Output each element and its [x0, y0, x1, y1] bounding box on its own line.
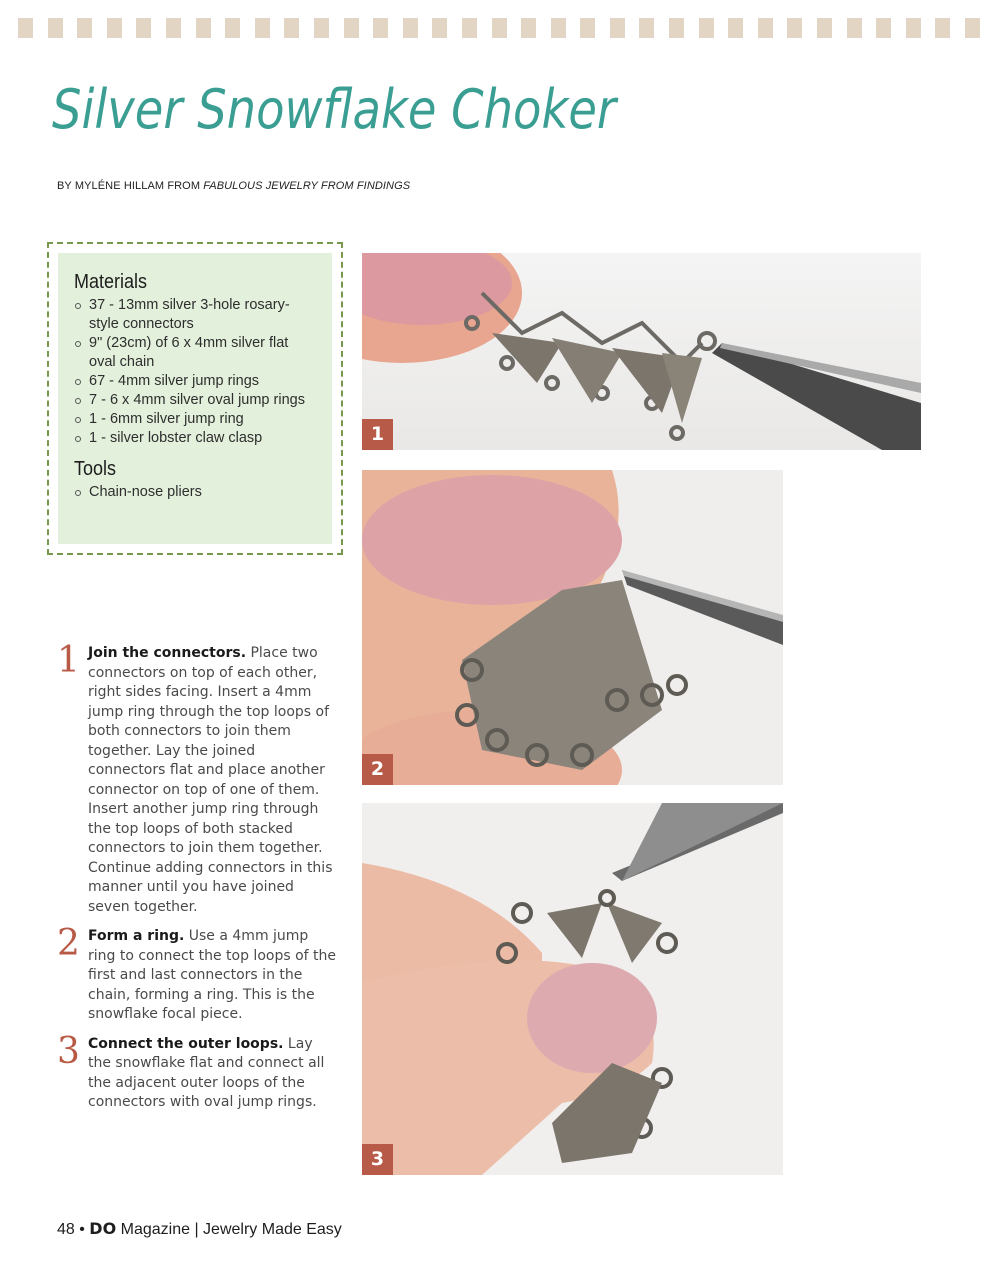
top-bar-segment — [758, 18, 773, 38]
materials-box-inner — [58, 253, 332, 544]
magazine-brand: DO — [89, 1219, 117, 1238]
material-item: 1 - silver lobster claw clasp — [74, 429, 318, 448]
footer-separator: • — [74, 1221, 90, 1238]
step-photo-1 — [362, 253, 921, 450]
tools-heading: Tools — [74, 458, 117, 480]
top-bar-segment — [48, 18, 63, 38]
top-bar-segment — [876, 18, 891, 38]
step-lead: Join the connectors. — [88, 645, 247, 661]
top-bar-segment — [965, 18, 980, 38]
step-text: Use a 4mm jump ring to connect the top loops of the first and last connectors in the chain, forming a ring. This is the snowflake focal piece. — [88, 928, 337, 1022]
top-bar-segment — [255, 18, 270, 38]
tool-item: Chain-nose pliers — [74, 483, 318, 502]
photo-illustration — [362, 803, 783, 1175]
materials-list — [74, 296, 318, 448]
page-title: Silver Snowflake Choker — [52, 78, 617, 141]
step-number: 2 — [57, 923, 80, 964]
top-bar-segment — [847, 18, 862, 38]
top-bar-segment — [136, 18, 151, 38]
top-bar-segment — [344, 18, 359, 38]
material-item: 1 - 6mm silver jump ring — [74, 410, 318, 429]
materials-box — [47, 242, 343, 555]
step-lead: Connect the outer loops. — [88, 1035, 284, 1052]
top-bar-segment — [107, 18, 122, 38]
step-number: 3 — [57, 1030, 80, 1072]
top-bar-segment — [462, 18, 477, 38]
top-bar-segment — [225, 18, 240, 38]
top-bar-segment — [314, 18, 329, 38]
top-bar-segment — [817, 18, 832, 38]
materials-heading: Materials — [74, 271, 148, 293]
top-bar-segment — [906, 18, 921, 38]
top-bar-segment — [610, 18, 625, 38]
byline-author: BY MYLÉNE HILLAM FROM — [57, 180, 204, 192]
magazine-name: Magazine | Jewelry Made Easy — [116, 1221, 342, 1238]
top-bar-segment — [373, 18, 388, 38]
step-lead: Form a ring. — [88, 928, 185, 944]
material-item: 37 - 13mm silver 3-hole rosary-style connectors — [74, 296, 318, 334]
top-bar-segment — [492, 18, 507, 38]
step-photo-2 — [362, 470, 783, 785]
top-bar-segment — [77, 18, 92, 38]
photo-step-badge: 3 — [362, 1144, 393, 1175]
top-bar-segment — [669, 18, 684, 38]
top-bar-segment — [580, 18, 595, 38]
top-bar-segment — [551, 18, 566, 38]
page-number: 48 — [57, 1221, 75, 1238]
byline-source: FABULOUS JEWELRY FROM FINDINGS — [203, 180, 411, 192]
top-bar-segment — [787, 18, 802, 38]
top-bar-segment — [521, 18, 536, 38]
top-bar-segment — [166, 18, 181, 38]
step-3 — [57, 1030, 337, 1113]
photo-step-badge: 1 — [362, 419, 393, 450]
top-bar-segment — [639, 18, 654, 38]
top-bar-segment — [196, 18, 211, 38]
material-item: 7 - 6 x 4mm silver oval jump rings — [74, 391, 318, 410]
top-bar-segment — [403, 18, 418, 38]
material-item: 67 - 4mm silver jump rings — [74, 372, 318, 391]
tools-list — [74, 483, 318, 502]
step-photo-3 — [362, 803, 783, 1175]
top-bar-segment — [728, 18, 743, 38]
step-text: Place two connectors on top of each other, right sides facing. Insert a 4mm jump ring through the top loops of both connectors to join them together. Lay the joined connectors flat and place another connector on top of one of them. Insert another jump ring through the top loops of both stacked connectors to join them together. Continue adding connectors in this manner until you have joined seven together. — [88, 645, 333, 915]
top-bar-segment — [18, 18, 33, 38]
photo-illustration — [362, 470, 783, 785]
step-2 — [57, 923, 337, 1025]
step-number: 1 — [57, 640, 80, 681]
top-bar-segment — [284, 18, 299, 38]
step-text: Lay the snowflake flat and connect all the adjacent outer loops of the connectors with oval jump rings. — [88, 1035, 325, 1110]
instruction-steps — [57, 640, 337, 1123]
top-bar-segment — [935, 18, 950, 38]
photo-step-badge: 2 — [362, 754, 393, 785]
top-bar-segment — [432, 18, 447, 38]
step-1 — [57, 640, 337, 917]
page-footer — [57, 1219, 342, 1239]
decorative-top-bar — [18, 18, 980, 38]
photo-illustration — [362, 253, 921, 450]
material-item: 9" (23cm) of 6 x 4mm silver flat oval chain — [74, 334, 318, 372]
byline — [57, 180, 410, 192]
top-bar-segment — [699, 18, 714, 38]
